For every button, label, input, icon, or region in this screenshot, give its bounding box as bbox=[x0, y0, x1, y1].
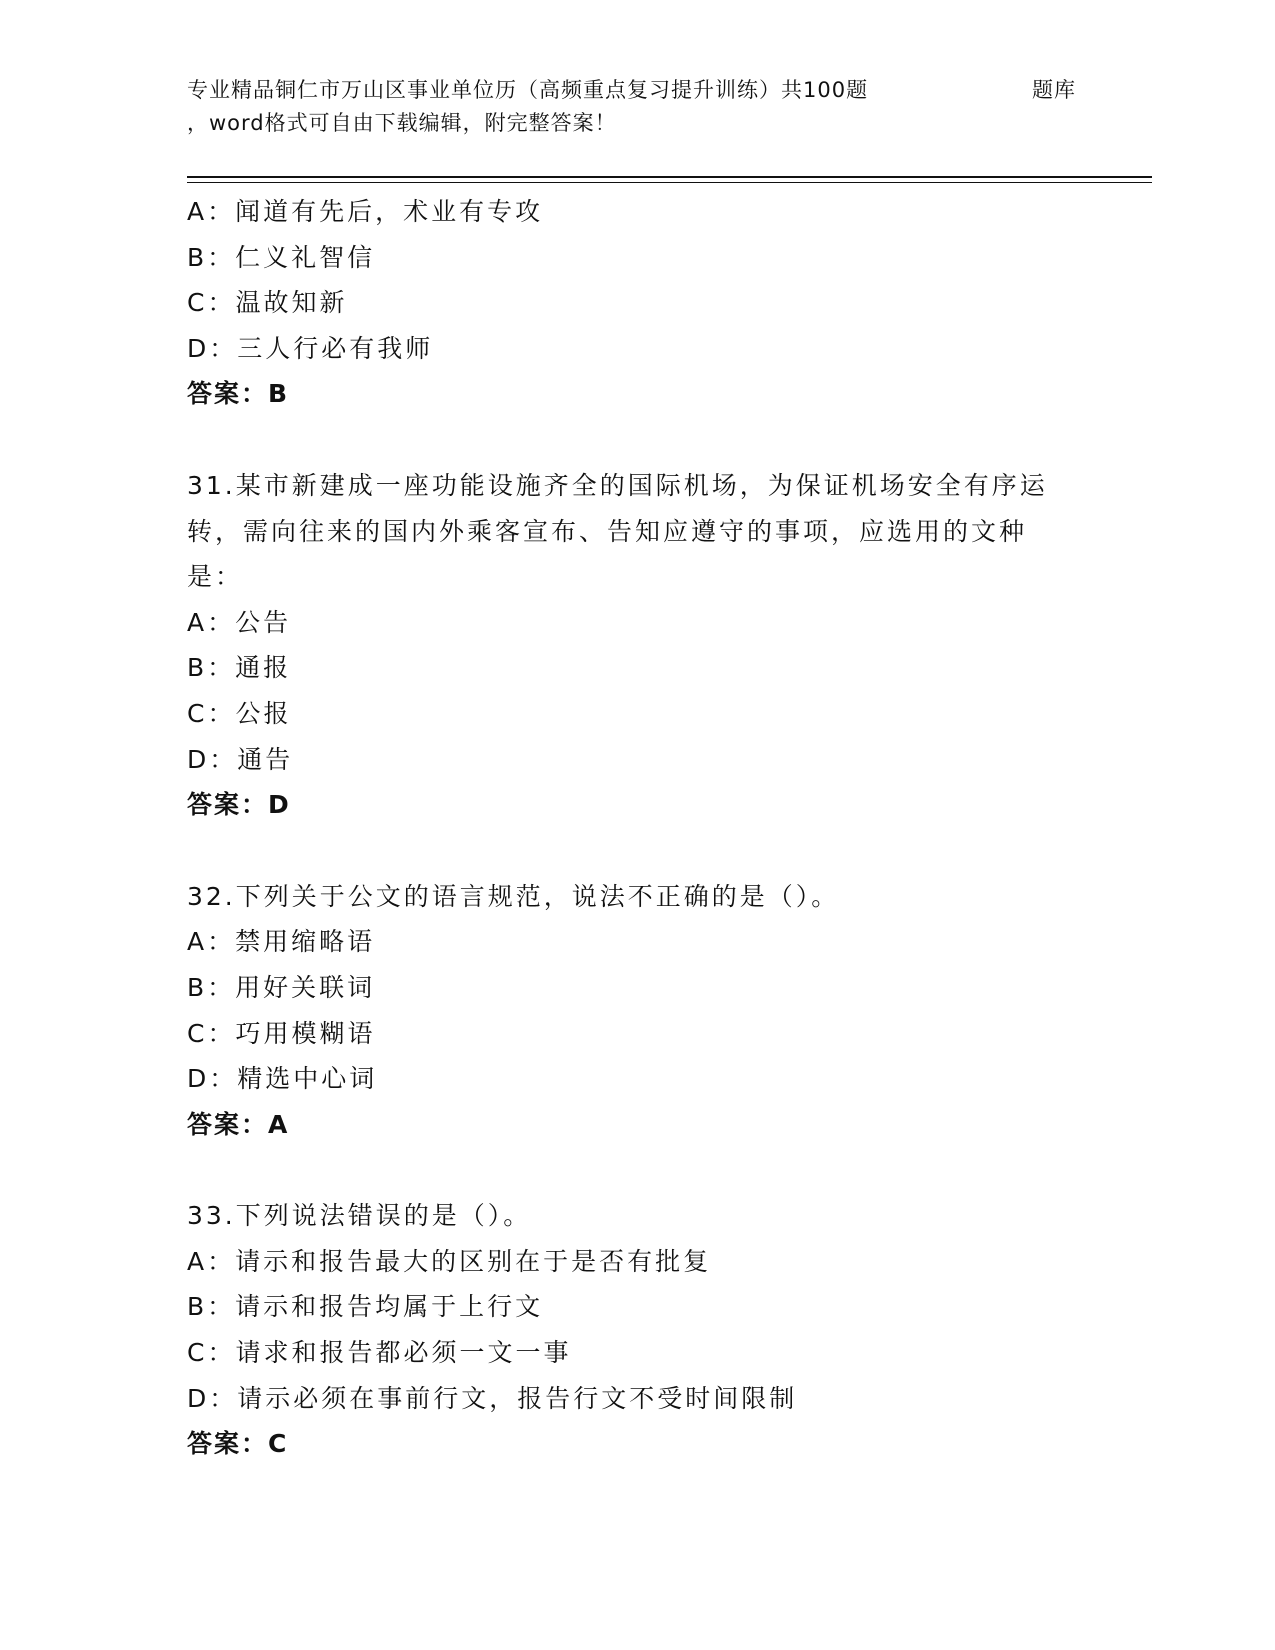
question-stem-line: 转，需向往来的国内外乘客宣布、告知应遵守的事项，应选用的文种 bbox=[187, 516, 1028, 546]
question-block-prev bbox=[187, 189, 1087, 417]
option-b: B：仁义礼智信 bbox=[187, 242, 376, 272]
answer-line: 答案：D bbox=[187, 790, 291, 820]
answer-line: 答案：C bbox=[187, 1429, 289, 1459]
option-a: A：请示和报告最大的区别在于是否有批复 bbox=[187, 1246, 712, 1276]
option-a: A：公告 bbox=[187, 607, 292, 637]
question-stem-line: 32.下列关于公文的语言规范，说法不正确的是（）。 bbox=[187, 881, 840, 911]
spacer bbox=[187, 828, 1087, 874]
option-d: D：通告 bbox=[187, 744, 294, 774]
header-rule-thick bbox=[187, 176, 1152, 178]
option-c: C：公报 bbox=[187, 698, 292, 728]
header-rule-thin bbox=[187, 182, 1152, 183]
header-tag: 题库 bbox=[1032, 78, 1076, 102]
option-b: B：用好关联词 bbox=[187, 972, 376, 1002]
option-b: B：通报 bbox=[187, 653, 292, 683]
spacer bbox=[187, 417, 1087, 463]
option-d: D：请示必须在事前行文，报告行文不受时间限制 bbox=[187, 1383, 798, 1413]
question-stem-line: 33.下列说法错误的是（）。 bbox=[187, 1201, 532, 1231]
question-block-31 bbox=[187, 463, 1087, 828]
question-block-33 bbox=[187, 1193, 1087, 1467]
option-d: D：精选中心词 bbox=[187, 1064, 378, 1094]
option-c: C：巧用模糊语 bbox=[187, 1018, 376, 1048]
question-block-32 bbox=[187, 874, 1087, 1148]
page-header bbox=[187, 74, 1147, 140]
question-stem-line: 31.某市新建成一座功能设施齐全的国际机场，为保证机场安全有序运 bbox=[187, 470, 1048, 500]
header-title-line-1 bbox=[187, 74, 1147, 107]
option-c: C：请求和报告都必须一文一事 bbox=[187, 1338, 572, 1368]
option-c: C：温故知新 bbox=[187, 288, 348, 318]
option-b: B：请示和报告均属于上行文 bbox=[187, 1292, 544, 1322]
question-stem-line: 是： bbox=[187, 562, 244, 592]
header-title-line-2: ，word格式可自由下载编辑，附完整答案！ bbox=[187, 111, 617, 135]
spacer bbox=[187, 1147, 1087, 1193]
question-list bbox=[187, 189, 1087, 1467]
header-title: 专业精品铜仁市万山区事业单位历（高频重点复习提升训练）共100题 bbox=[187, 78, 869, 102]
option-a: A：闻道有先后，术业有专攻 bbox=[187, 197, 544, 226]
option-d: D：三人行必有我师 bbox=[187, 333, 434, 363]
answer-line: 答案：B bbox=[187, 379, 290, 409]
answer-line: 答案：A bbox=[187, 1109, 290, 1139]
option-a: A：禁用缩略语 bbox=[187, 927, 376, 957]
